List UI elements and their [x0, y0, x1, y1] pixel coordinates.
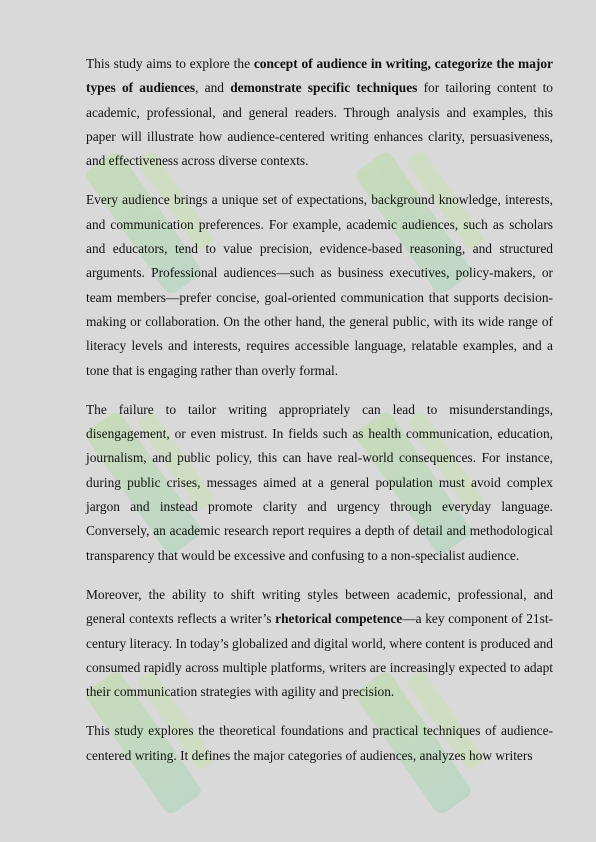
page-content [86, 52, 553, 783]
text-run: Moreover, the ability to shift writing styles between academic, professional, and general contexts reflects a writer’s [86, 586, 553, 627]
text-run: , and [195, 80, 231, 96]
paragraph-3 [86, 398, 553, 568]
bold-text-run: rhetorical competence [275, 611, 403, 627]
paragraph-1 [86, 52, 553, 173]
bold-text-run: concept of audience in writing, categorize the major types of audiences [86, 56, 553, 96]
text-run: The failure to tailor writing appropriately can lead to misunderstandings, disengagement, or even mistrust. In fields such as health communication, education, journalism, and public policy, this can have real-world consequences. For instance, during public crises, messages aimed at a general population must avoid complex jargon and instead promote clarity and urgency through everyday language. Conversely, an academic research report requires a depth of detail and methodological transparency that would be excessive and confusing to a non-specialist audience. [86, 401, 553, 563]
text-run: This study aims to explore the [86, 56, 254, 71]
bold-text-run: demonstrate specific techniques [230, 80, 418, 96]
paragraph-5 [86, 719, 553, 768]
text-run: for tailoring content to academic, professional, and general readers. Through analysis and examples, this paper will illustrate how audience-centered writing enhances clarity, persuasiveness, and effectiveness across diverse contexts. [86, 80, 553, 169]
paragraph-2 [86, 188, 553, 382]
text-run: This study explores the theoretical foundations and practical techniques of audience-centered writing. It defines the major categories of audiences, analyzes how writers [86, 723, 553, 763]
text-run: —a key component of 21st-century literacy. In today’s globalized and digital world, where content is produced and consumed rapidly across multiple platforms, writers are increasingly expected to adapt their communication strategies with agility and precision. [86, 611, 554, 700]
text-run: Every audience brings a unique set of expectations, background knowledge, interests, and communication preferences. For example, academic audiences, such as scholars and educators, tend to value precision, evidence-based reasoning, and structured arguments. Professional audiences—such as business executives, policy-makers, or team members—prefer concise, goal-oriented communication that supports decision-making or collaboration. On the other hand, the general public, with its wide range of literacy levels and interests, requires accessible language, relatable examples, and a tone that is engaging rather than overly formal. [86, 192, 553, 378]
paragraph-4 [86, 583, 553, 704]
